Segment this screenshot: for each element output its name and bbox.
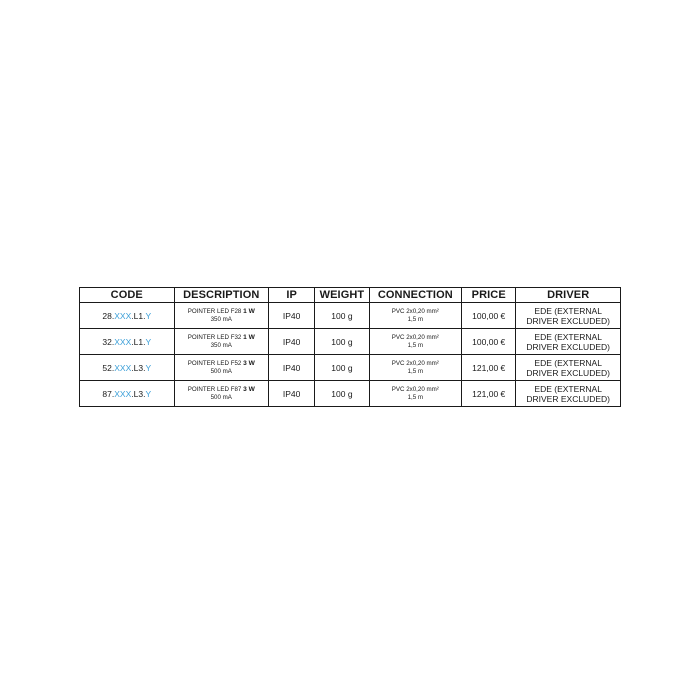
code-cell [80, 355, 175, 381]
weight-cell: 100 g [315, 355, 369, 381]
product-table [79, 287, 621, 407]
description-cell [174, 355, 269, 381]
connection-line-1: PVC 2x0,20 mm² [391, 359, 439, 367]
connection-line-2: 1,5 m [407, 367, 424, 375]
driver-line-2: DRIVER EXCLUDED) [526, 341, 610, 352]
code-variable: Y [145, 362, 152, 373]
connection-line-2: 1,5 m [407, 315, 424, 323]
connection-line-2: 1,5 m [407, 393, 424, 401]
connection-line-1: PVC 2x0,20 mm² [391, 307, 439, 315]
header-driver: DRIVER [516, 288, 621, 303]
driver-cell [516, 329, 621, 355]
code-prefix: 87. [102, 388, 115, 399]
header-connection: CONNECTION [369, 288, 462, 303]
table-row [80, 355, 621, 381]
connection-cell [369, 303, 462, 329]
table-header-row [80, 288, 621, 303]
ip-cell: IP40 [269, 303, 315, 329]
description-cell [174, 381, 269, 407]
driver-cell [516, 303, 621, 329]
code-variable: Y [145, 388, 152, 399]
code-variable: XXX [114, 362, 132, 373]
header-price: PRICE [462, 288, 516, 303]
price-cell: 121,00 € [462, 381, 516, 407]
price-cell: 121,00 € [462, 355, 516, 381]
description-power: 3 W [243, 385, 255, 393]
header-code: CODE [80, 288, 175, 303]
code-mid: .L1. [131, 310, 146, 321]
header-weight: WEIGHT [315, 288, 369, 303]
price-cell: 100,00 € [462, 329, 516, 355]
code-mid: .L1. [131, 336, 146, 347]
driver-line-1: EDE (EXTERNAL [534, 331, 602, 342]
code-variable: XXX [114, 310, 132, 321]
code-cell [80, 303, 175, 329]
description-text: POINTER LED F32 [187, 333, 244, 341]
code-mid: .L3. [131, 362, 146, 373]
code-prefix: 32. [102, 336, 115, 347]
description-current: 500 mA [210, 367, 232, 375]
connection-cell [369, 329, 462, 355]
driver-line-2: DRIVER EXCLUDED) [526, 393, 610, 404]
description-power: 1 W [243, 307, 255, 315]
weight-cell: 100 g [315, 381, 369, 407]
connection-line-1: PVC 2x0,20 mm² [391, 333, 439, 341]
description-current: 350 mA [210, 315, 232, 323]
description-current: 500 mA [210, 393, 232, 401]
header-description: DESCRIPTION [174, 288, 269, 303]
price-cell: 100,00 € [462, 303, 516, 329]
connection-cell [369, 381, 462, 407]
description-power: 1 W [243, 333, 255, 341]
ip-cell: IP40 [269, 381, 315, 407]
code-variable: XXX [114, 336, 132, 347]
driver-line-2: DRIVER EXCLUDED) [526, 367, 610, 378]
description-power: 3 W [243, 359, 255, 367]
driver-line-1: EDE (EXTERNAL [534, 383, 602, 394]
description-current: 350 mA [210, 341, 232, 349]
code-variable: Y [145, 310, 152, 321]
code-prefix: 52. [102, 362, 115, 373]
description-text: POINTER LED F87 [187, 385, 244, 393]
ip-cell: IP40 [269, 329, 315, 355]
weight-cell: 100 g [315, 329, 369, 355]
description-cell [174, 303, 269, 329]
driver-line-1: EDE (EXTERNAL [534, 357, 602, 368]
table-row [80, 303, 621, 329]
ip-cell: IP40 [269, 355, 315, 381]
code-mid: .L3. [131, 388, 146, 399]
driver-cell [516, 355, 621, 381]
connection-line-1: PVC 2x0,20 mm² [391, 385, 439, 393]
code-cell [80, 381, 175, 407]
code-variable: XXX [114, 388, 132, 399]
table-row [80, 381, 621, 407]
code-cell [80, 329, 175, 355]
weight-cell: 100 g [315, 303, 369, 329]
description-cell [174, 329, 269, 355]
table-row [80, 329, 621, 355]
driver-line-1: EDE (EXTERNAL [534, 305, 602, 316]
driver-line-2: DRIVER EXCLUDED) [526, 315, 610, 326]
connection-line-2: 1,5 m [407, 341, 424, 349]
connection-cell [369, 355, 462, 381]
description-text: POINTER LED F52 [187, 359, 244, 367]
description-text: POINTER LED F28 [187, 307, 244, 315]
header-ip: IP [269, 288, 315, 303]
code-prefix: 28. [102, 310, 115, 321]
code-variable: Y [145, 336, 152, 347]
driver-cell [516, 381, 621, 407]
